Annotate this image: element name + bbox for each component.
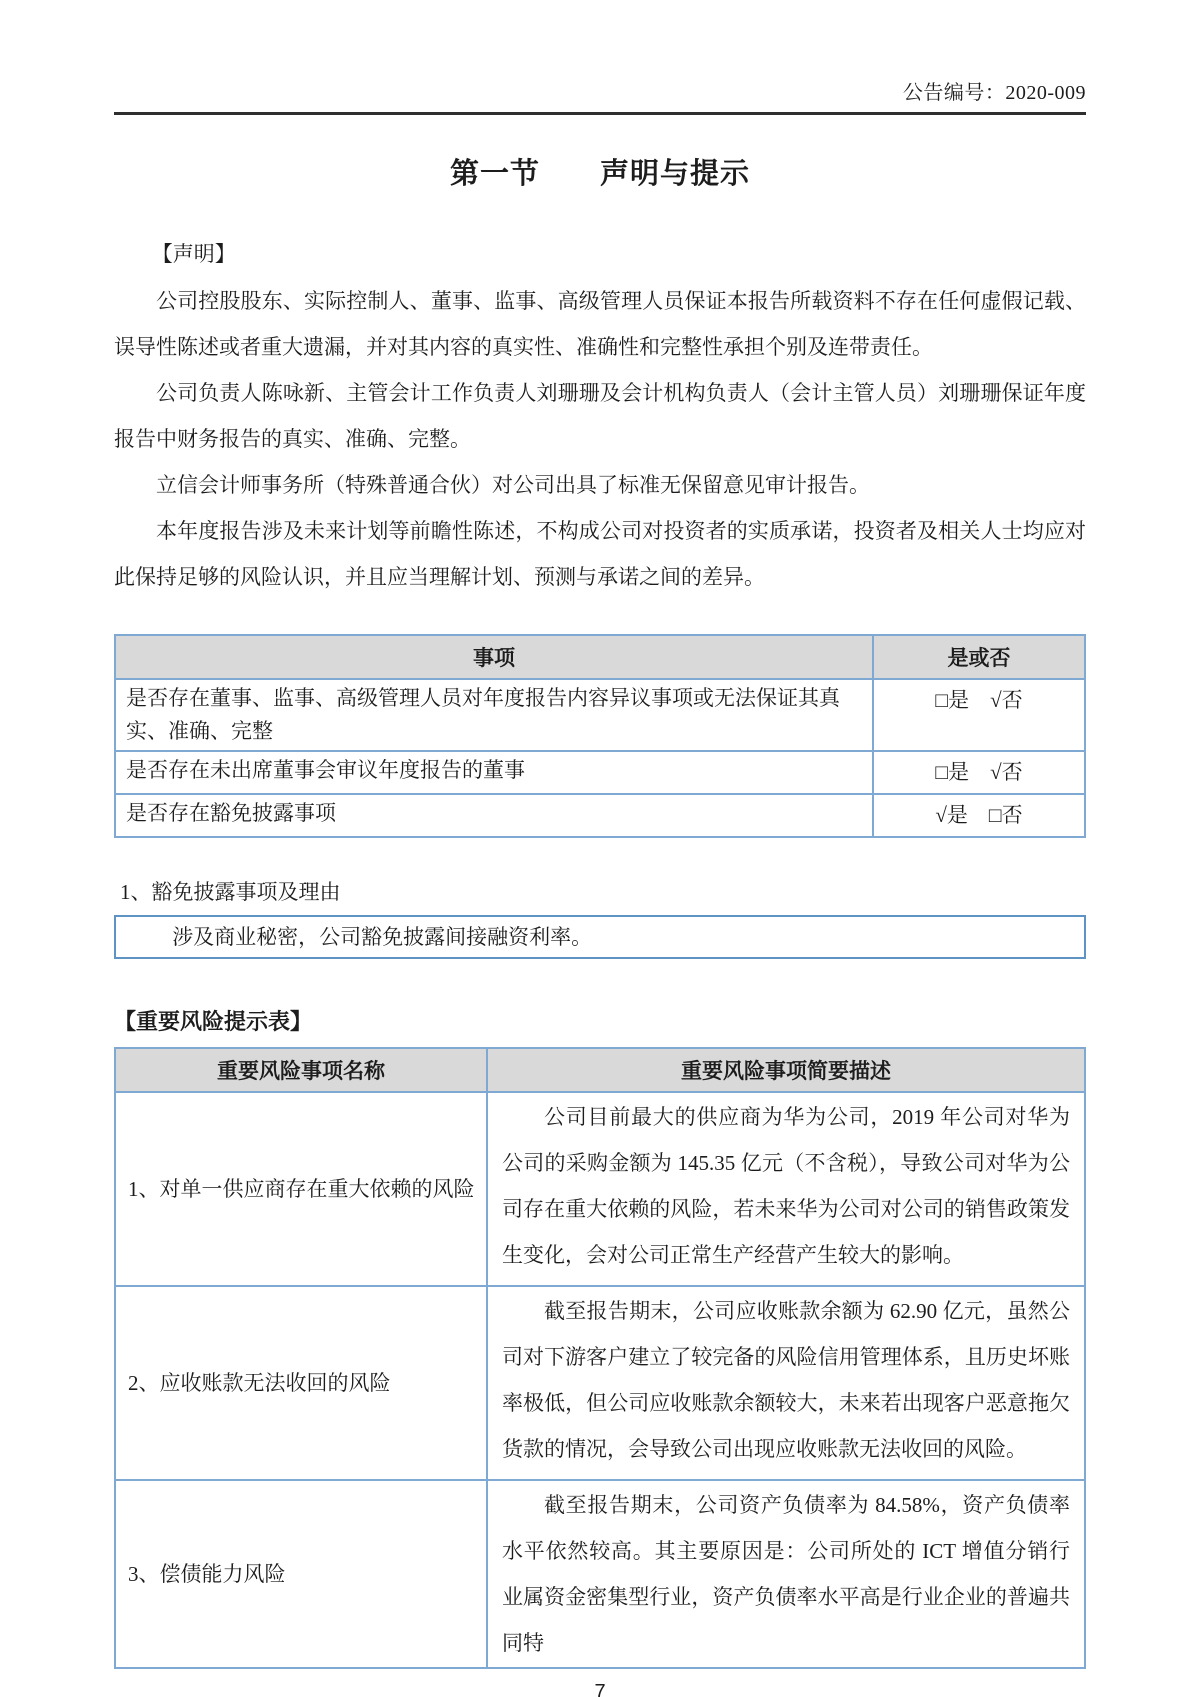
declaration-paragraph-2: 公司负责人陈咏新、主管会计工作负责人刘珊珊及会计机构负责人（会计主管人员）刘珊珊保证年度报告中财务报告的真实、准确、完整。 xyxy=(114,381,1086,451)
declaration-paragraph-1: 公司控股股东、实际控制人、董事、监事、高级管理人员保证本报告所载资料不存在任何虚假记载、误导性陈述或者重大遗漏，并对其内容的真实性、准确性和完整性承担个别及连带责任。 xyxy=(114,289,1086,359)
matters-header-row xyxy=(115,635,1085,679)
page-number: 7 xyxy=(594,1681,606,1697)
risk-description: 截至报告期末，公司资产负债率为 84.58%，资产负债率水平依然较高。其主要原因是：公司所处的 ICT 增值分销行业属资金密集型行业，资产负债率水平高是行业企业的普遍共同特 xyxy=(487,1480,1085,1668)
table-row xyxy=(115,751,1085,794)
matter-answer: √是 □否 xyxy=(873,794,1085,837)
risk-name: 1、对单一供应商存在重大依赖的风险 xyxy=(115,1092,487,1286)
risk-name: 3、偿债能力风险 xyxy=(115,1480,487,1668)
matters-col-answer: 是或否 xyxy=(873,635,1085,679)
header-rule xyxy=(114,112,1086,115)
section-title: 第一节 声明与提示 xyxy=(449,158,750,190)
risk-header-row xyxy=(115,1048,1085,1092)
risk-description: 截至报告期末，公司应收账款余额为 62.90 亿元，虽然公司对下游客户建立了较完备的风险信用管理体系，且历史坏账率极低，但公司应收账款余额较大，未来若出现客户恶意拖欠货款的情况，会导致公司出现应收账款无法收回的风险。 xyxy=(487,1286,1085,1480)
table-row xyxy=(115,1480,1085,1668)
table-row xyxy=(115,679,1085,751)
doc-header xyxy=(114,0,1086,105)
table-row xyxy=(115,794,1085,837)
exemption-content: 涉及商业秘密，公司豁免披露间接融资利率。 xyxy=(172,925,593,949)
matters-col-item: 事项 xyxy=(115,635,873,679)
matter-answer: □是 √否 xyxy=(873,751,1085,794)
risk-col-description: 重要风险事项简要描述 xyxy=(487,1048,1085,1092)
announcement-number: 公告编号：2020-009 xyxy=(902,82,1086,104)
risk-col-name: 重要风险事项名称 xyxy=(115,1048,487,1092)
matters-table xyxy=(114,634,1086,838)
declaration-heading: 【声明】 xyxy=(151,242,236,266)
risk-table-heading: 【重要风险提示表】 xyxy=(114,1009,313,1034)
matter-item: 是否存在豁免披露事项 xyxy=(115,794,873,837)
exemption-heading: 1、豁免披露事项及理由 xyxy=(120,880,341,904)
risk-table xyxy=(114,1047,1086,1669)
exemption-box xyxy=(114,915,1086,959)
table-row xyxy=(115,1286,1085,1480)
declaration-paragraph-3: 立信会计师事务所（特殊普通合伙）对公司出具了标准无保留意见审计报告。 xyxy=(156,473,870,497)
matter-item: 是否存在董事、监事、高级管理人员对年度报告内容异议事项或无法保证其真实、准确、完整 xyxy=(115,679,873,751)
risk-name: 2、应收账款无法收回的风险 xyxy=(115,1286,487,1480)
matter-item: 是否存在未出席董事会审议年度报告的董事 xyxy=(115,751,873,794)
table-row xyxy=(115,1092,1085,1286)
matter-answer: □是 √否 xyxy=(873,679,1085,751)
risk-description: 公司目前最大的供应商为华为公司，2019 年公司对华为公司的采购金额为 145.35 亿元（不含税），导致公司对华为公司存在重大依赖的风险，若未来华为公司对公司的销售政策发生变化，会对公司正常生产经营产生较大的影响。 xyxy=(487,1092,1085,1286)
declaration-paragraph-4: 本年度报告涉及未来计划等前瞻性陈述，不构成公司对投资者的实质承诺，投资者及相关人士均应对此保持足够的风险认识，并且应当理解计划、预测与承诺之间的差异。 xyxy=(114,519,1086,589)
